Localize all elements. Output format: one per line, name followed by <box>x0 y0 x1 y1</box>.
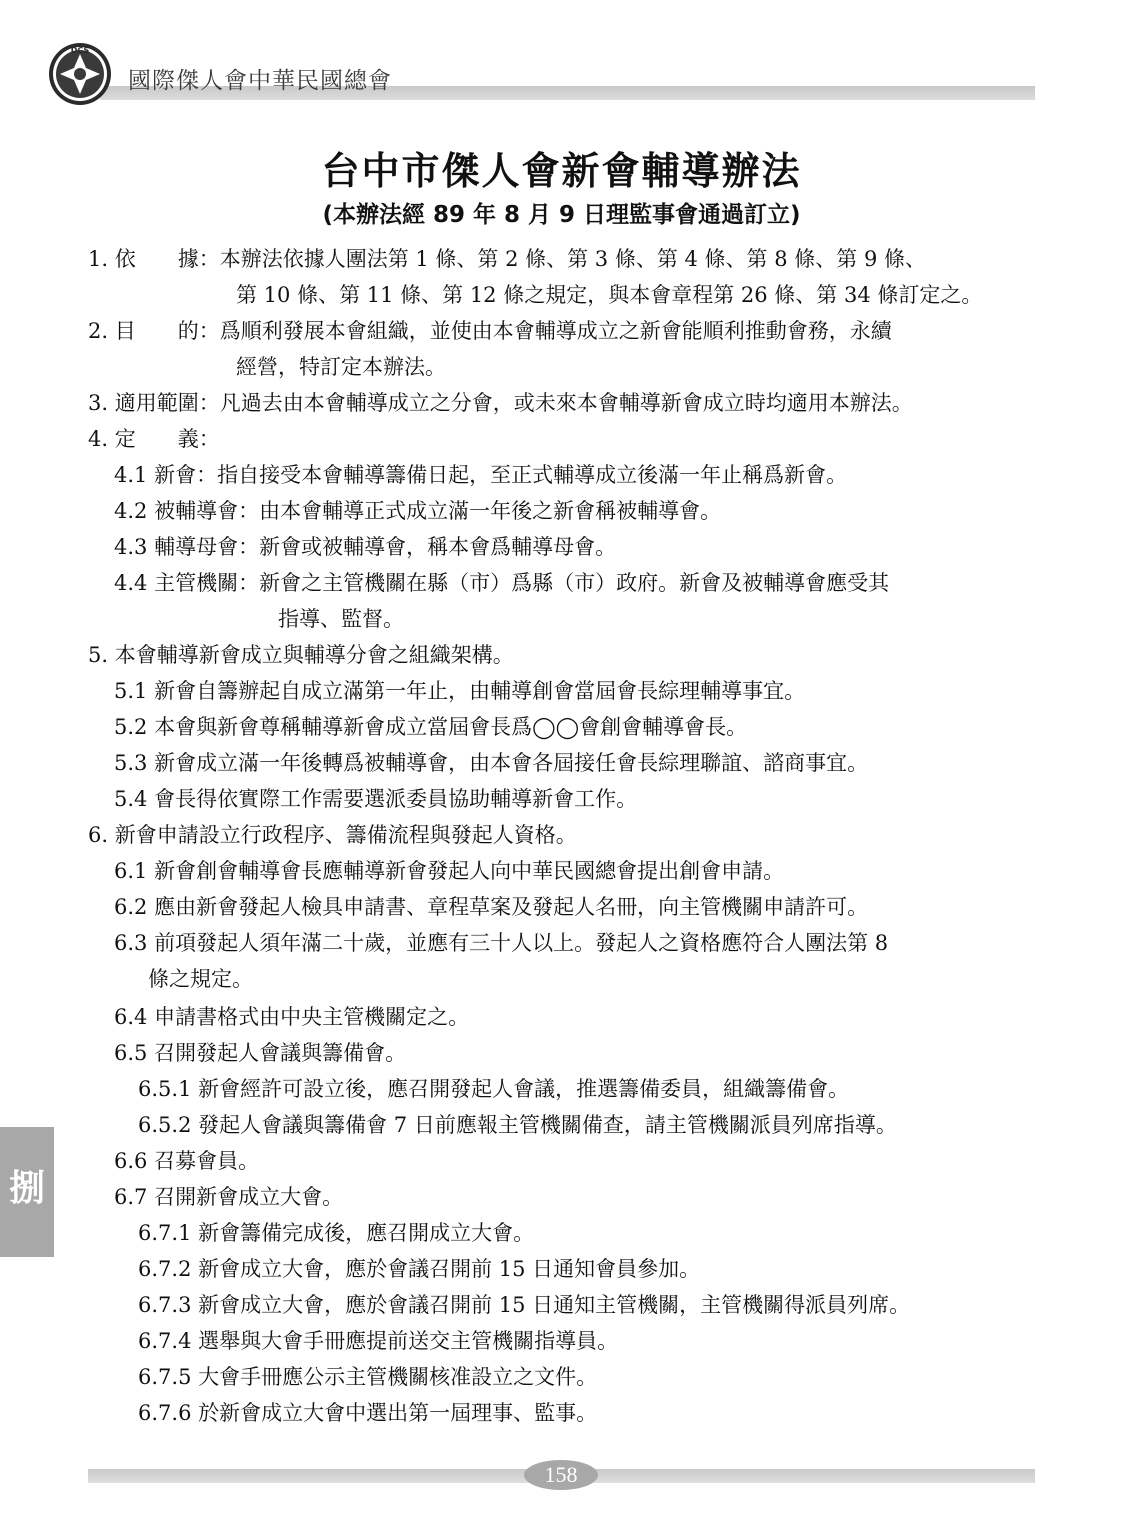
line-6-3-cont: 條之規定。 <box>148 967 253 991</box>
line-4-4-cont: 指導、監督。 <box>278 607 404 631</box>
chapter-side-tab-label: 捌 <box>8 1167 45 1209</box>
line-6-6: 6.6 召募會員。 <box>114 1149 260 1173</box>
line-4-4: 4.4 主管機關：新會之主管機關在縣（市）爲縣（市）政府。新會及被輔導會應受其 <box>114 571 890 595</box>
line-4-1: 4.1 新會：指自接受本會輔導籌備日起，至正式輔導成立後滿一年止稱爲新會。 <box>114 463 848 487</box>
line-6: 6. 新會申請設立行政程序、籌備流程與發起人資格。 <box>88 823 577 847</box>
page-title: 台中市傑人會新會輔導辦法 <box>321 149 802 193</box>
line-5-3: 5.3 新會成立滿一年後轉爲被輔導會，由本會各屆接任會長綜理聯誼、諮商事宜。 <box>114 751 869 775</box>
line-5-1: 5.1 新會自籌辦起自成立滿第一年止，由輔導創會當屆會長綜理輔導事宜。 <box>114 679 806 703</box>
line-5-4: 5.4 會長得依實際工作需要選派委員協助輔導新會工作。 <box>114 787 638 811</box>
line-2-1: 2. 目 的：爲順利發展本會組織，並使由本會輔導成立之新會能順利推動會務，永續 <box>88 319 892 343</box>
org-name: 國際傑人會中華民國總會 <box>128 68 392 94</box>
line-4-2: 4.2 被輔導會：由本會輔導正式成立滿一年後之新會稱被輔導會。 <box>114 499 722 523</box>
line-6-5-2: 6.5.2 發起人會議與籌備會 7 日前應報主管機關備查，請主管機關派員列席指導。 <box>138 1113 897 1137</box>
line-6-7-1: 6.7.1 新會籌備完成後，應召開成立大會。 <box>138 1221 535 1245</box>
line-6-5: 6.5 召開發起人會議與籌備會。 <box>114 1041 407 1065</box>
page-number: 158 <box>544 1462 578 1487</box>
line-5: 5. 本會輔導新會成立與輔導分會之組織架構。 <box>88 643 514 667</box>
line-4: 4. 定 義： <box>88 427 220 451</box>
line-1-2: 第 10 條、第 11 條、第 12 條之規定，與本會章程第 26 條、第 34 條訂定之。 <box>236 283 983 307</box>
line-6-2: 6.2 應由新會發起人檢具申請書、章程草案及發起人名冊，向主管機關申請許可。 <box>114 895 869 919</box>
line-6-5-1: 6.5.1 新會經許可設立後，應召開發起人會議，推選籌備委員，組織籌備會。 <box>138 1077 850 1101</box>
line-6-4: 6.4 申請書格式由中央主管機關定之。 <box>114 1005 470 1029</box>
line-6-7-5: 6.7.5 大會手冊應公示主管機關核准設立之文件。 <box>138 1365 598 1389</box>
line-4-3: 4.3 輔導母會：新會或被輔導會，稱本會爲輔導母會。 <box>114 535 617 559</box>
line-6-7: 6.7 召開新會成立大會。 <box>114 1185 344 1209</box>
line-6-1: 6.1 新會創會輔導會長應輔導新會發起人向中華民國總會提出創會申請。 <box>114 859 785 883</box>
logo-text: DCS <box>70 46 90 55</box>
line-5-2: 5.2 本會與新會尊稱輔導新會成立當屆會長爲◯◯會創會輔導會長。 <box>114 715 748 739</box>
line-6-7-6: 6.7.6 於新會成立大會中選出第一屆理事、監事。 <box>138 1401 598 1425</box>
line-1-1: 1. 依 據：本辦法依據人團法第 1 條、第 2 條、第 3 條、第 4 條、第 8 條、第 9 條、 <box>88 247 926 271</box>
line-2-2: 經營，特訂定本辦法。 <box>236 355 446 379</box>
org-logo-icon <box>48 42 112 106</box>
line-3: 3. 適用範圍：凡過去由本會輔導成立之分會，或未來本會輔導新會成立時均適用本辦法。 <box>88 391 913 415</box>
line-6-7-4: 6.7.4 選舉與大會手冊應提前送交主管機關指導員。 <box>138 1329 619 1353</box>
line-6-3: 6.3 前項發起人須年滿二十歲，並應有三十人以上。發起人之資格應符合人團法第 8 <box>114 931 889 955</box>
line-6-7-2: 6.7.2 新會成立大會，應於會議召開前 15 日通知會員參加。 <box>138 1257 701 1281</box>
line-6-7-3: 6.7.3 新會成立大會，應於會議召開前 15 日通知主管機關，主管機關得派員列席。 <box>138 1293 911 1317</box>
page-subtitle: (本辦法經 89 年 8 月 9 日理監事會通過訂立) <box>322 202 801 228</box>
